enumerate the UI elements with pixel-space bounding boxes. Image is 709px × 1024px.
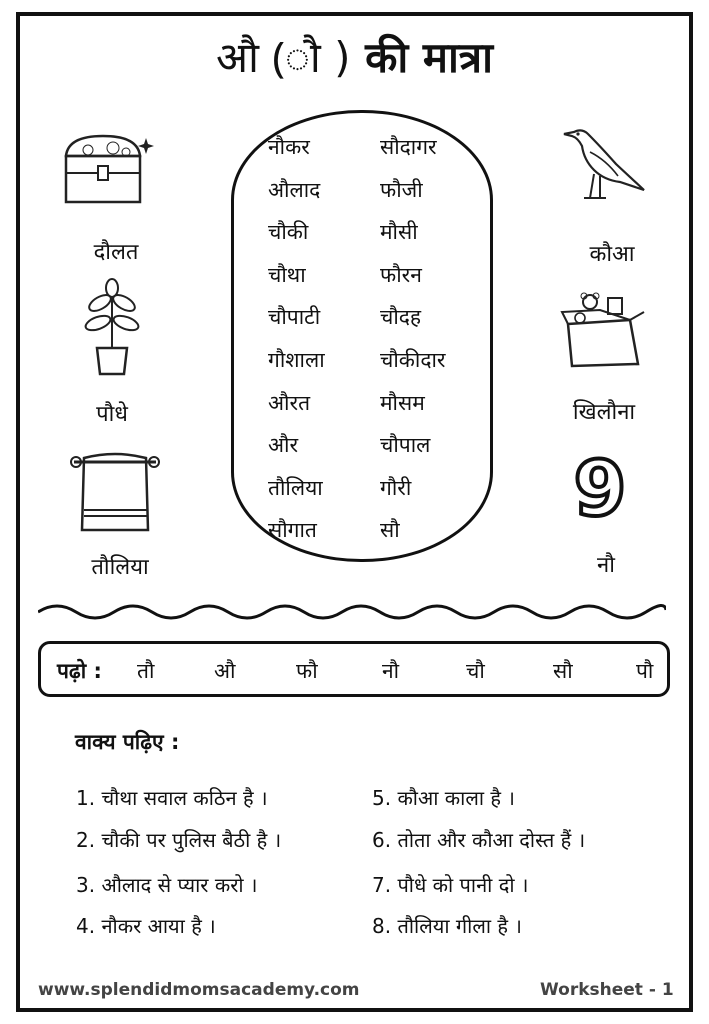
treasure-chest-icon (58, 128, 158, 208)
word: सौदागर (380, 135, 437, 159)
wavy-divider (38, 598, 666, 622)
crow-icon (560, 124, 650, 204)
picture-label: खिलौना (572, 400, 636, 425)
word: गौरी (380, 476, 412, 500)
word: फौरन (380, 263, 422, 287)
word: सौ (380, 518, 400, 542)
word: चौथा (268, 263, 306, 287)
word: औलाद (268, 178, 321, 202)
word: फौजी (380, 178, 423, 202)
footer-website[interactable]: www.splendidmomsacademy.com (38, 980, 360, 1000)
potted-plant-icon (82, 278, 142, 378)
sentence: 1. चौथा सवाल कठिन है । (76, 786, 268, 810)
word: नौकर (268, 135, 310, 159)
word: चौपाटी (268, 305, 321, 329)
number-nine-icon: 9 (573, 444, 627, 533)
sentence: 3. औलाद से प्यार करो । (76, 873, 258, 897)
read-letter: सौ (553, 659, 573, 683)
picture-label: तौलिया (91, 555, 149, 580)
read-letter: नौ (382, 659, 400, 683)
word: गौशाला (268, 348, 325, 372)
picture-label: दौलत (93, 240, 139, 265)
sentence: 7. पौधे को पानी दो । (372, 873, 529, 897)
sentence: 8. तौलिया गीला है । (372, 914, 522, 938)
read-letter: चौ (466, 659, 485, 683)
word: चौदह (380, 305, 422, 329)
sentence: 4. नौकर आया है । (76, 914, 216, 938)
sentences-heading: वाक्य पढ़िए : (75, 730, 180, 754)
read-letters-box (38, 641, 670, 697)
read-letter: तौ (137, 659, 155, 683)
sentence: 2. चौकी पर पुलिस बैठी है । (76, 828, 282, 852)
word: मौसम (380, 391, 425, 415)
picture-label: कौआ (589, 242, 635, 267)
sentence: 5. कौआ काला है । (372, 786, 515, 810)
word: चौपाल (380, 433, 431, 457)
word: और (268, 433, 299, 457)
read-letter: औ (214, 659, 236, 683)
read-letter: पौ (636, 659, 654, 683)
picture-label: पौधे (96, 402, 128, 427)
read-label: पढ़ो : (57, 659, 102, 683)
word: सौगात (268, 518, 317, 542)
toy-box-icon (560, 290, 646, 370)
towel-icon (70, 448, 160, 536)
word: चौकी (268, 220, 309, 244)
picture-label: नौ (597, 553, 615, 578)
word: औरत (268, 391, 311, 415)
read-letter: फौ (296, 659, 318, 683)
word: चौकीदार (380, 348, 446, 372)
page-title: औ (ौ ) की मात्रा (216, 33, 493, 82)
sentence: 6. तोता और कौआ दोस्त हैं । (372, 828, 586, 852)
word: मौसी (380, 220, 418, 244)
word: तौलिया (268, 476, 323, 500)
footer-worksheet: Worksheet - 1 (540, 980, 674, 1000)
